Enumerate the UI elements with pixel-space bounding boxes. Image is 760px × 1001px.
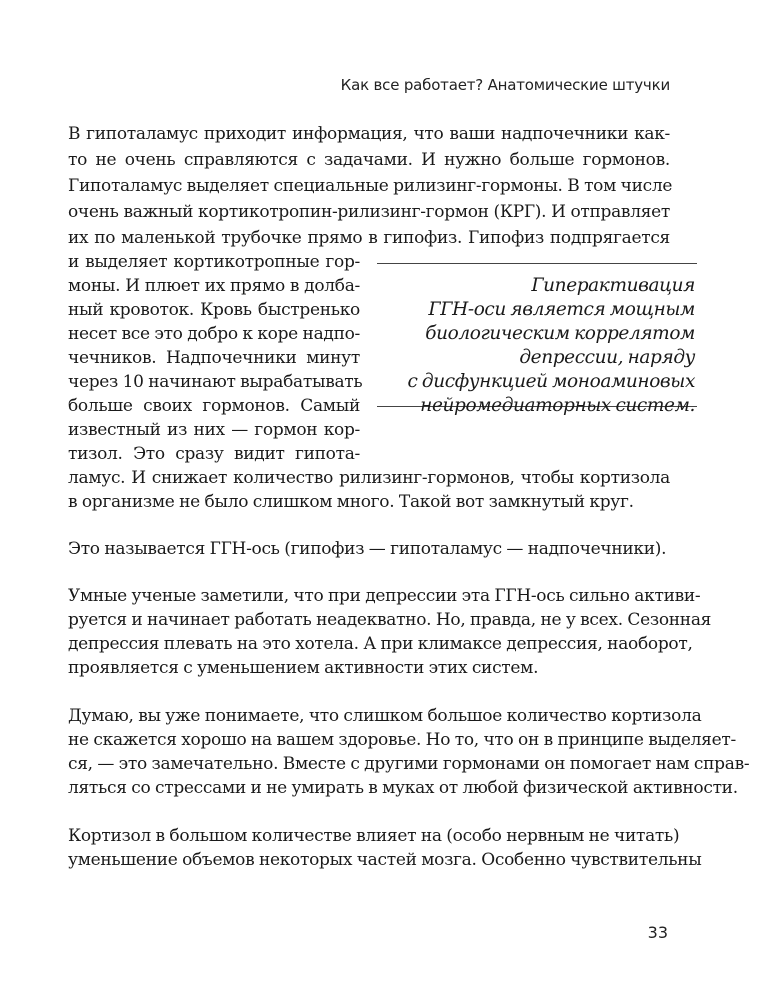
text-line: их по маленькой трубочке прямо в гипофиз. Гипофиз подпрягается	[68, 228, 670, 248]
pull-quote	[377, 263, 697, 416]
text-line: через 10 начинают вырабатывать	[68, 372, 363, 392]
page-number: 33	[647, 923, 668, 942]
text-line: и выделяет кортикотропные гор-	[68, 252, 360, 272]
text-line: ся, — это замечательно. Вместе с другими гормонами он помогает нам справ-	[68, 754, 750, 774]
text-line: чечников. Надпочечники минут	[68, 348, 360, 368]
text-line: несет все это добро к коре надпо-	[68, 324, 360, 344]
text-line: Это называется ГГН-ось (гипофиз — гипоталамус — надпочечники).	[68, 539, 667, 559]
text-line: проявляется с уменьшением активности этих систем.	[68, 658, 539, 678]
pull-quote-line: биологическим коррелятом	[425, 323, 695, 344]
text-line: тизол. Это сразу видит гипота-	[68, 444, 360, 464]
text-line: Кортизол в большом количестве влияет на (особо нервным не читать)	[68, 826, 680, 846]
running-head: Как все работает? Анатомические штучки	[340, 76, 670, 94]
pull-quote-line: депрессии, наряду	[519, 347, 695, 368]
text-line: руется и начинает работать неадекватно. Но, правда, не у всех. Сезонная	[68, 610, 712, 630]
text-line: известный из них — гормон кор-	[68, 420, 360, 440]
text-line: ный кровоток. Кровь быстренько	[68, 300, 360, 320]
text-line: моны. И плюет их прямо в долба-	[68, 276, 360, 296]
text-line: Думаю, вы уже понимаете, что слишком большое количество кортизола	[68, 706, 702, 726]
pull-quote-line: ГГН-оси является мощным	[428, 299, 695, 320]
text-line: очень важный кортикотропин-рилизинг-гормон (КРГ). И отправляет	[68, 202, 670, 222]
text-line: В гипоталамус приходит информация, что ваши надпочечники как-	[68, 124, 670, 144]
text-line: больше своих гормонов. Самый	[68, 396, 360, 416]
text-line: то не очень справляются с задачами. И нужно больше гормонов.	[68, 150, 670, 170]
text-line: Гипоталамус выделяет специальные рилизинг-гормоны. В том числе	[68, 176, 673, 196]
pull-quote-line: Гиперактивация	[531, 275, 695, 296]
text-line: уменьшение объемов некоторых частей мозга. Особенно чувствительны	[68, 850, 702, 870]
text-line: ламус. И снижает количество рилизинг-гормонов, чтобы кортизола	[68, 468, 670, 488]
text-line: депрессия плевать на это хотела. А при климаксе депрессия, наоборот,	[68, 634, 693, 654]
text-line: в организме не было слишком много. Такой вот замкнутый круг.	[68, 492, 634, 512]
text-line: ляться со стрессами и не умирать в муках от любой физической активности.	[68, 778, 738, 798]
pull-quote-line: с дисфункцией моноаминовых	[407, 371, 695, 392]
text-line: Умные ученые заметили, что при депрессии эта ГГН-ось сильно активи-	[68, 586, 701, 606]
pull-quote-line: нейромедиаторных систем.	[420, 395, 695, 416]
text-line: не скажется хорошо на вашем здоровье. Но то, что он в принципе выделяет-	[68, 730, 736, 750]
